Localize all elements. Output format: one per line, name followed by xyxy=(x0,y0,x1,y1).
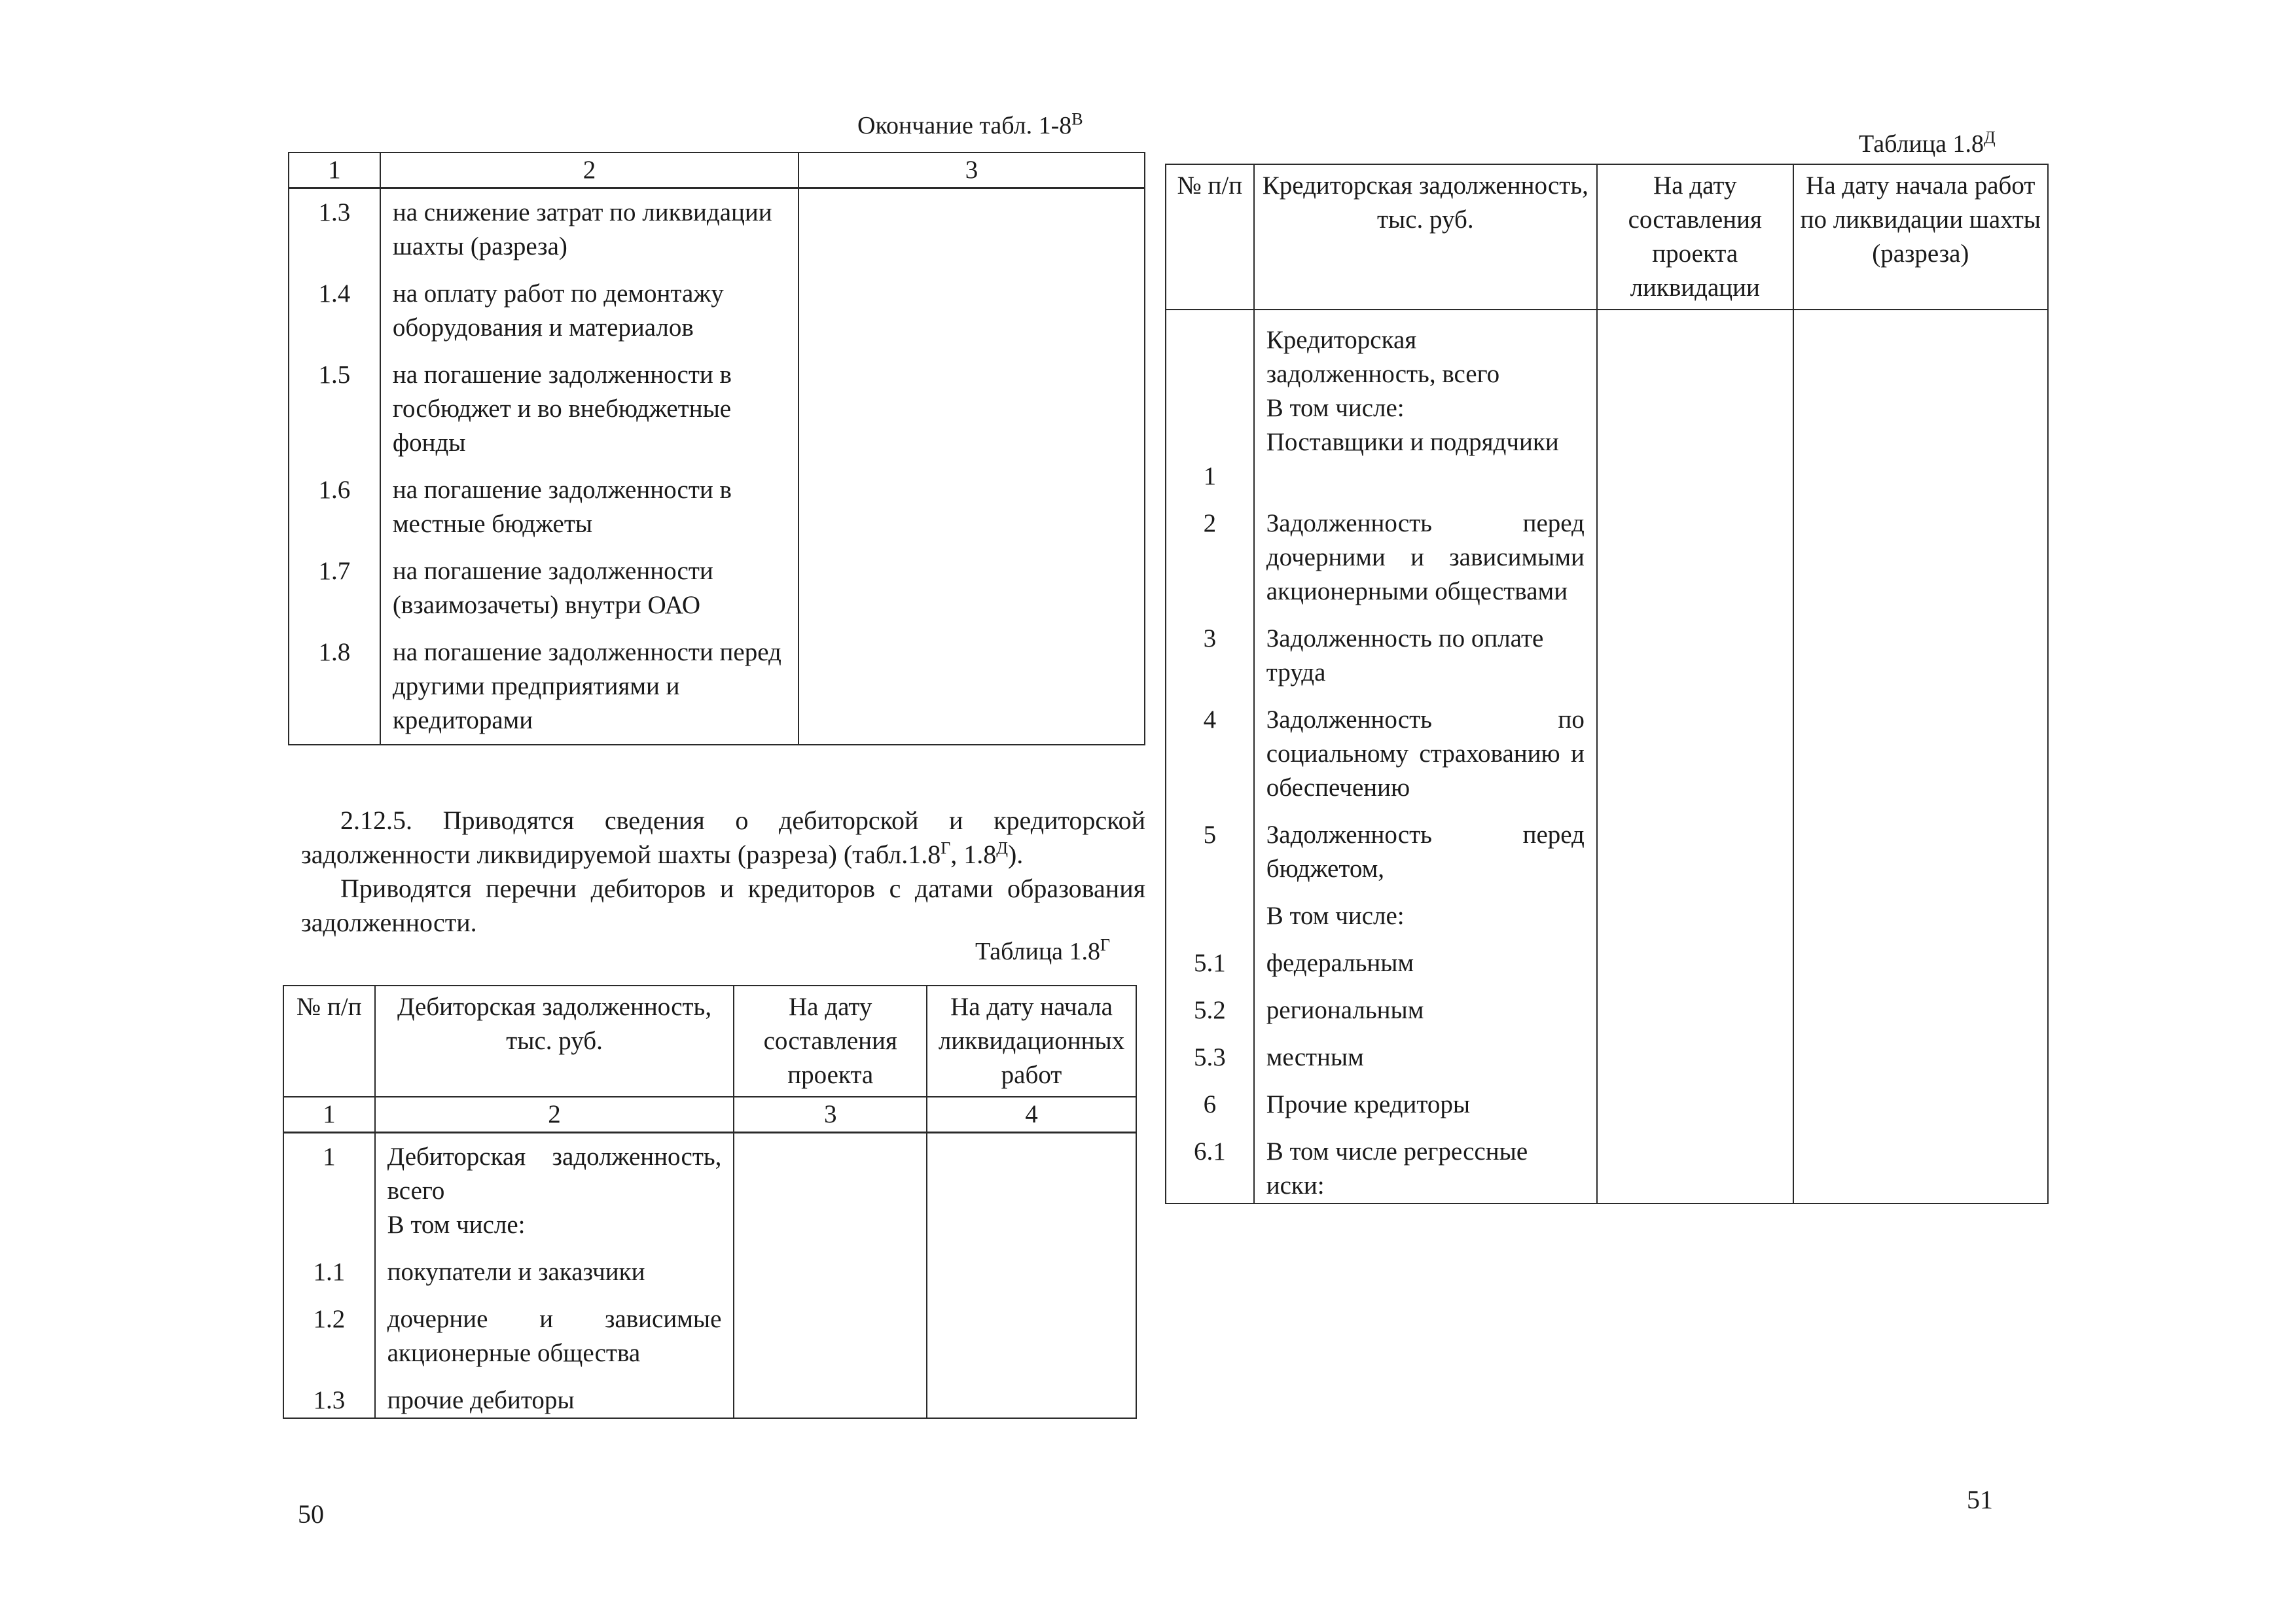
table-18g xyxy=(283,985,1137,1419)
row-number: 1.3 xyxy=(283,1377,375,1418)
table-row xyxy=(289,270,1145,351)
table-row xyxy=(289,467,1145,548)
row-number: 6.1 xyxy=(1166,1128,1254,1204)
table-row xyxy=(1166,1128,2048,1204)
row-text: на снижение затрат по ликвидации шахты (разреза) xyxy=(380,188,798,271)
value-cell xyxy=(1793,615,2048,696)
value-cell xyxy=(798,188,1145,271)
header-cell: Дебиторская задолженность, тыс. руб. xyxy=(375,986,734,1097)
value-cell xyxy=(1597,893,1793,940)
caption-sup: Д xyxy=(1984,128,1996,147)
value-cell xyxy=(1597,987,1793,1034)
paragraph-sup: Д xyxy=(996,838,1008,858)
value-cell xyxy=(1597,310,1793,391)
header-cell: На дату составления проекта ликвидации xyxy=(1597,164,1793,310)
table-row xyxy=(283,1296,1136,1377)
value-cell xyxy=(734,1296,927,1377)
row-text: на погашение задолженности в местные бюджеты xyxy=(380,467,798,548)
caption-text: Таблица 1.8 xyxy=(1859,130,1984,158)
row-text: Прочие кредиторы xyxy=(1254,1081,1597,1128)
value-cell xyxy=(1793,987,2048,1034)
column-number-2: 2 xyxy=(380,152,798,188)
row-number xyxy=(1166,391,1254,425)
table-row xyxy=(1166,391,2048,425)
table-row xyxy=(1166,940,2048,987)
value-cell xyxy=(798,351,1145,467)
value-cell xyxy=(734,1133,927,1209)
row-number: 1.1 xyxy=(283,1249,375,1296)
row-text: Кредиторская задолженность, всего xyxy=(1254,310,1597,391)
header-cell: № п/п xyxy=(283,986,375,1097)
row-text: местным xyxy=(1254,1034,1597,1081)
column-number: 1 xyxy=(283,1097,375,1133)
header-cell: На дату начала ликвидационных работ xyxy=(927,986,1136,1097)
table-18d xyxy=(1165,164,2049,1204)
column-number: 4 xyxy=(927,1097,1136,1133)
row-number xyxy=(1166,893,1254,940)
row-text: Задолженность по оплате труда xyxy=(1254,615,1597,696)
table-header xyxy=(1166,164,2048,310)
paragraph-part: ). xyxy=(1007,840,1024,869)
row-text: на погашение задолженности перед другими предприятиями и кредиторами xyxy=(380,629,798,745)
value-cell xyxy=(1793,893,2048,940)
page-number-left: 50 xyxy=(298,1499,324,1529)
value-cell xyxy=(1597,391,1793,425)
row-number: 1.4 xyxy=(289,270,380,351)
row-number: 1.6 xyxy=(289,467,380,548)
header-cell: Кредиторская задолженность, тыс. руб. xyxy=(1254,164,1597,310)
row-text: покупатели и заказчики xyxy=(375,1249,734,1296)
value-cell xyxy=(927,1296,1136,1377)
table-row xyxy=(1166,812,2048,893)
row-number: 2 xyxy=(1166,500,1254,615)
row-text: на погашение задолженности в госбюджет и во внебюджетные фонды xyxy=(380,351,798,467)
column-number: 3 xyxy=(734,1097,927,1133)
row-number: 5.3 xyxy=(1166,1034,1254,1081)
caption-sup: В xyxy=(1071,109,1083,129)
table-row xyxy=(1166,425,2048,500)
table-row xyxy=(1166,310,2048,391)
table-row xyxy=(289,188,1145,271)
value-cell xyxy=(1793,500,2048,615)
table-row xyxy=(1166,500,2048,615)
row-number: 1 xyxy=(1166,425,1254,500)
row-number: 1.5 xyxy=(289,351,380,467)
row-number: 1 xyxy=(283,1133,375,1209)
row-number: 1.2 xyxy=(283,1296,375,1377)
value-cell xyxy=(1597,615,1793,696)
value-cell xyxy=(1793,391,2048,425)
value-cell xyxy=(798,467,1145,548)
table-row xyxy=(283,1377,1136,1418)
row-text: дочерние и зависимые акционерные общества xyxy=(375,1296,734,1377)
row-text: федеральным xyxy=(1254,940,1597,987)
value-cell xyxy=(1597,1128,1793,1204)
row-number: 3 xyxy=(1166,615,1254,696)
value-cell xyxy=(1793,1034,2048,1081)
header-cell: На дату начала работ по ликвидации шахты (разреза) xyxy=(1793,164,2048,310)
row-number: 6 xyxy=(1166,1081,1254,1128)
row-text: Поставщики и подрядчики xyxy=(1254,425,1597,500)
section-paragraph xyxy=(301,804,1145,940)
value-cell xyxy=(1597,500,1793,615)
table-18v xyxy=(288,152,1145,745)
value-cell xyxy=(1793,696,2048,812)
table-row xyxy=(289,351,1145,467)
value-cell xyxy=(1793,812,2048,893)
value-cell xyxy=(1793,310,2048,391)
value-cell xyxy=(1597,1034,1793,1081)
paragraph-lists: Приводятся перечни дебиторов и кредиторов с датами образования задолженности. xyxy=(301,874,1145,937)
value-cell xyxy=(1793,425,2048,500)
row-number: 5.2 xyxy=(1166,987,1254,1034)
header-cell: На дату составления проекта xyxy=(734,986,927,1097)
row-number: 1.7 xyxy=(289,548,380,629)
value-cell xyxy=(927,1133,1136,1209)
row-text: В том числе: xyxy=(1254,391,1597,425)
value-cell xyxy=(927,1377,1136,1418)
table-header-numbers xyxy=(283,1097,1136,1133)
value-cell xyxy=(1597,696,1793,812)
value-cell xyxy=(798,629,1145,745)
row-text: Задолженность по социальному страхованию и обеспечению xyxy=(1254,696,1597,812)
row-text: на оплату работ по демонтажу оборудования и материалов xyxy=(380,270,798,351)
table-row xyxy=(1166,696,2048,812)
table-header xyxy=(283,986,1136,1097)
value-cell xyxy=(1793,940,2048,987)
row-number: 1.3 xyxy=(289,188,380,271)
row-text: Дебиторская задолженность, всего xyxy=(375,1133,734,1209)
caption-text: Таблица 1.8 xyxy=(975,938,1101,965)
value-cell xyxy=(734,1208,927,1249)
table-row xyxy=(289,629,1145,745)
value-cell xyxy=(927,1208,1136,1249)
table-row xyxy=(283,1208,1136,1249)
table-row xyxy=(1166,1081,2048,1128)
row-number: 5 xyxy=(1166,812,1254,893)
table-row xyxy=(289,548,1145,629)
table-row xyxy=(1166,1034,2048,1081)
paragraph-sup: Г xyxy=(941,838,951,858)
value-cell xyxy=(798,548,1145,629)
value-cell xyxy=(1793,1128,2048,1204)
value-cell xyxy=(734,1377,927,1418)
value-cell xyxy=(1597,812,1793,893)
column-number-1: 1 xyxy=(289,152,380,188)
table-row xyxy=(1166,987,2048,1034)
value-cell xyxy=(927,1249,1136,1296)
caption-table-18g xyxy=(975,937,1110,966)
row-number xyxy=(283,1208,375,1249)
row-text: В том числе регрессные иски: xyxy=(1254,1128,1597,1204)
column-number: 2 xyxy=(375,1097,734,1133)
header-cell: № п/п xyxy=(1166,164,1254,310)
caption-sup: Г xyxy=(1100,935,1111,955)
caption-table-18v-ending xyxy=(857,111,1083,140)
row-text: региональным xyxy=(1254,987,1597,1034)
row-text: В том числе: xyxy=(375,1208,734,1249)
paragraph-debt-info xyxy=(301,804,1145,872)
value-cell xyxy=(1597,940,1793,987)
paragraph-part: , 1.8 xyxy=(950,840,997,869)
table-row xyxy=(1166,615,2048,696)
value-cell xyxy=(1597,1081,1793,1128)
column-number-3: 3 xyxy=(798,152,1145,188)
paragraph-part: 2.12.5. Приводятся сведения о дебиторской и кредиторской задолженности ликвидируемой шахты (разреза) (табл.1.8 xyxy=(301,806,1145,869)
value-cell xyxy=(734,1249,927,1296)
row-number: 5.1 xyxy=(1166,940,1254,987)
table-row xyxy=(283,1249,1136,1296)
caption-text: Окончание табл. 1-8 xyxy=(857,112,1072,139)
table-row xyxy=(283,1133,1136,1209)
value-cell xyxy=(1793,1081,2048,1128)
row-text: В том числе: xyxy=(1254,893,1597,940)
value-cell xyxy=(798,270,1145,351)
row-number: 4 xyxy=(1166,696,1254,812)
row-number: 1.8 xyxy=(289,629,380,745)
row-text: Задолженность перед бюджетом, xyxy=(1254,812,1597,893)
value-cell xyxy=(1597,425,1793,500)
row-number xyxy=(1166,310,1254,391)
row-text: на погашение задолженности (взаимозачеты) внутри ОАО xyxy=(380,548,798,629)
row-text: прочие дебиторы xyxy=(375,1377,734,1418)
table-header-numbers xyxy=(289,152,1145,188)
row-text: Задолженность перед дочерними и зависимыми акционерными обществами xyxy=(1254,500,1597,615)
table-row xyxy=(1166,893,2048,940)
caption-table-18d xyxy=(1859,130,1996,158)
page-number-right: 51 xyxy=(1967,1485,1993,1514)
